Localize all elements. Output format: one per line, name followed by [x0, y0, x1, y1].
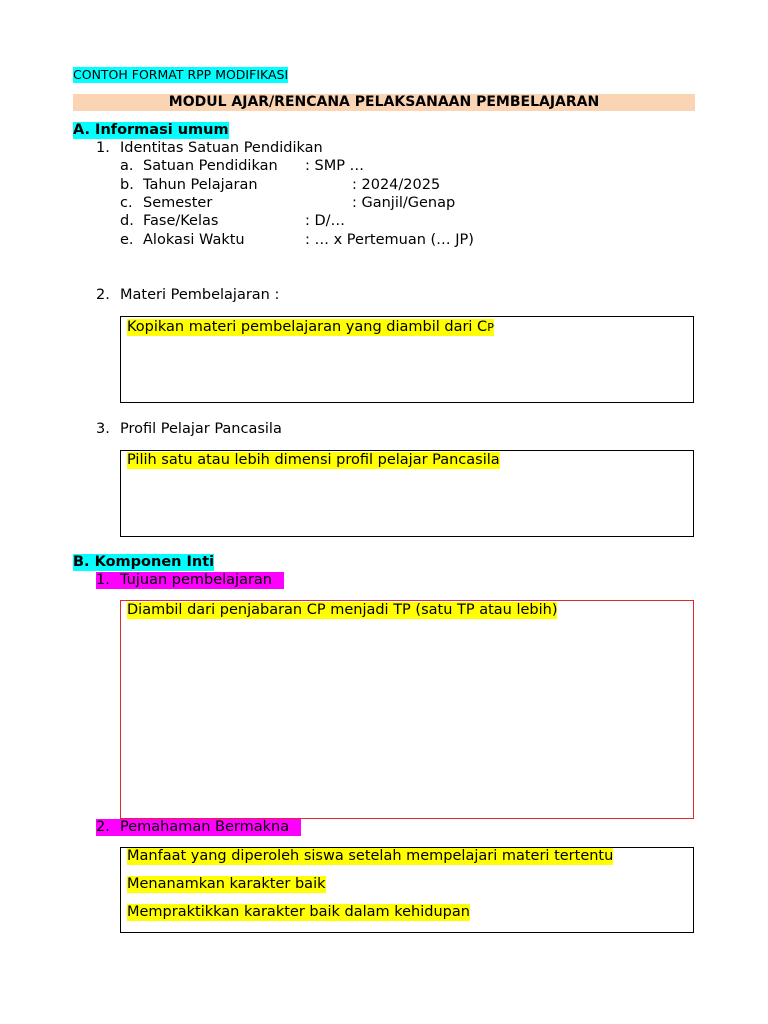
tujuan-box-text: Diambil dari penjabaran CP menjadi TP (satu TP atau lebih): [127, 602, 558, 618]
document-title: MODUL AJAR/RENCANA PELAKSANAAN PEMBELAJARAN: [73, 94, 695, 111]
item-2-number: 2.: [96, 287, 110, 303]
pemahaman-box: [120, 847, 694, 933]
row-e-letter: e.: [120, 232, 134, 248]
item-1-label: Identitas Satuan Pendidikan: [120, 140, 323, 156]
pemahaman-line-1: Manfaat yang diperoleh siswa setelah mempelajari materi tertentu: [127, 848, 614, 864]
materi-box-main: Kopikan materi pembelajaran yang diambil dari C: [127, 319, 488, 335]
row-e-value: : … x Pertemuan (… JP): [305, 232, 474, 248]
tujuan-label: Tujuan pembelajaran: [120, 572, 272, 588]
pemahaman-label: Pemahaman Bermakna: [120, 819, 290, 835]
row-b-label: Tahun Pelajaran: [143, 177, 258, 193]
pemahaman-heading: [96, 819, 301, 836]
tujuan-number: 1.: [96, 572, 110, 588]
row-c-label: Semester: [143, 195, 213, 211]
tujuan-box: [120, 600, 694, 819]
tujuan-heading: [96, 572, 284, 589]
row-b-letter: b.: [120, 177, 134, 193]
row-d-label: Fase/Kelas: [143, 213, 219, 229]
row-a-value: : SMP …: [305, 158, 365, 174]
row-e-label: Alokasi Waktu: [143, 232, 245, 248]
materi-box-text: [127, 319, 494, 336]
format-label: CONTOH FORMAT RPP MODIFIKASI: [73, 67, 289, 82]
pemahaman-number: 2.: [96, 819, 110, 835]
row-c-letter: c.: [120, 195, 133, 211]
profil-box-text: Pilih satu atau lebih dimensi profil pelajar Pancasila: [127, 452, 500, 468]
profil-box: [120, 450, 694, 537]
materi-box-suffix: P: [487, 321, 494, 334]
item-3-label: Profil Pelajar Pancasila: [120, 421, 282, 437]
item-2-label: Materi Pembelajaran :: [120, 287, 280, 303]
section-a-heading: A. Informasi umum: [73, 122, 229, 138]
row-a-letter: a.: [120, 158, 134, 174]
row-c-value: : Ganjil/Genap: [352, 195, 456, 211]
row-a-label: Satuan Pendidikan: [143, 158, 278, 174]
pemahaman-line-3: Mempraktikkan karakter baik dalam kehidupan: [127, 904, 470, 920]
row-b-value: : 2024/2025: [352, 177, 441, 193]
row-d-letter: d.: [120, 213, 134, 229]
item-1-number: 1.: [96, 140, 110, 156]
materi-box: [120, 316, 694, 403]
section-b-heading: B. Komponen Inti: [73, 554, 215, 570]
pemahaman-line-2: Menanamkan karakter baik: [127, 876, 326, 892]
row-d-value: : D/…: [305, 213, 346, 229]
item-3-number: 3.: [96, 421, 110, 437]
